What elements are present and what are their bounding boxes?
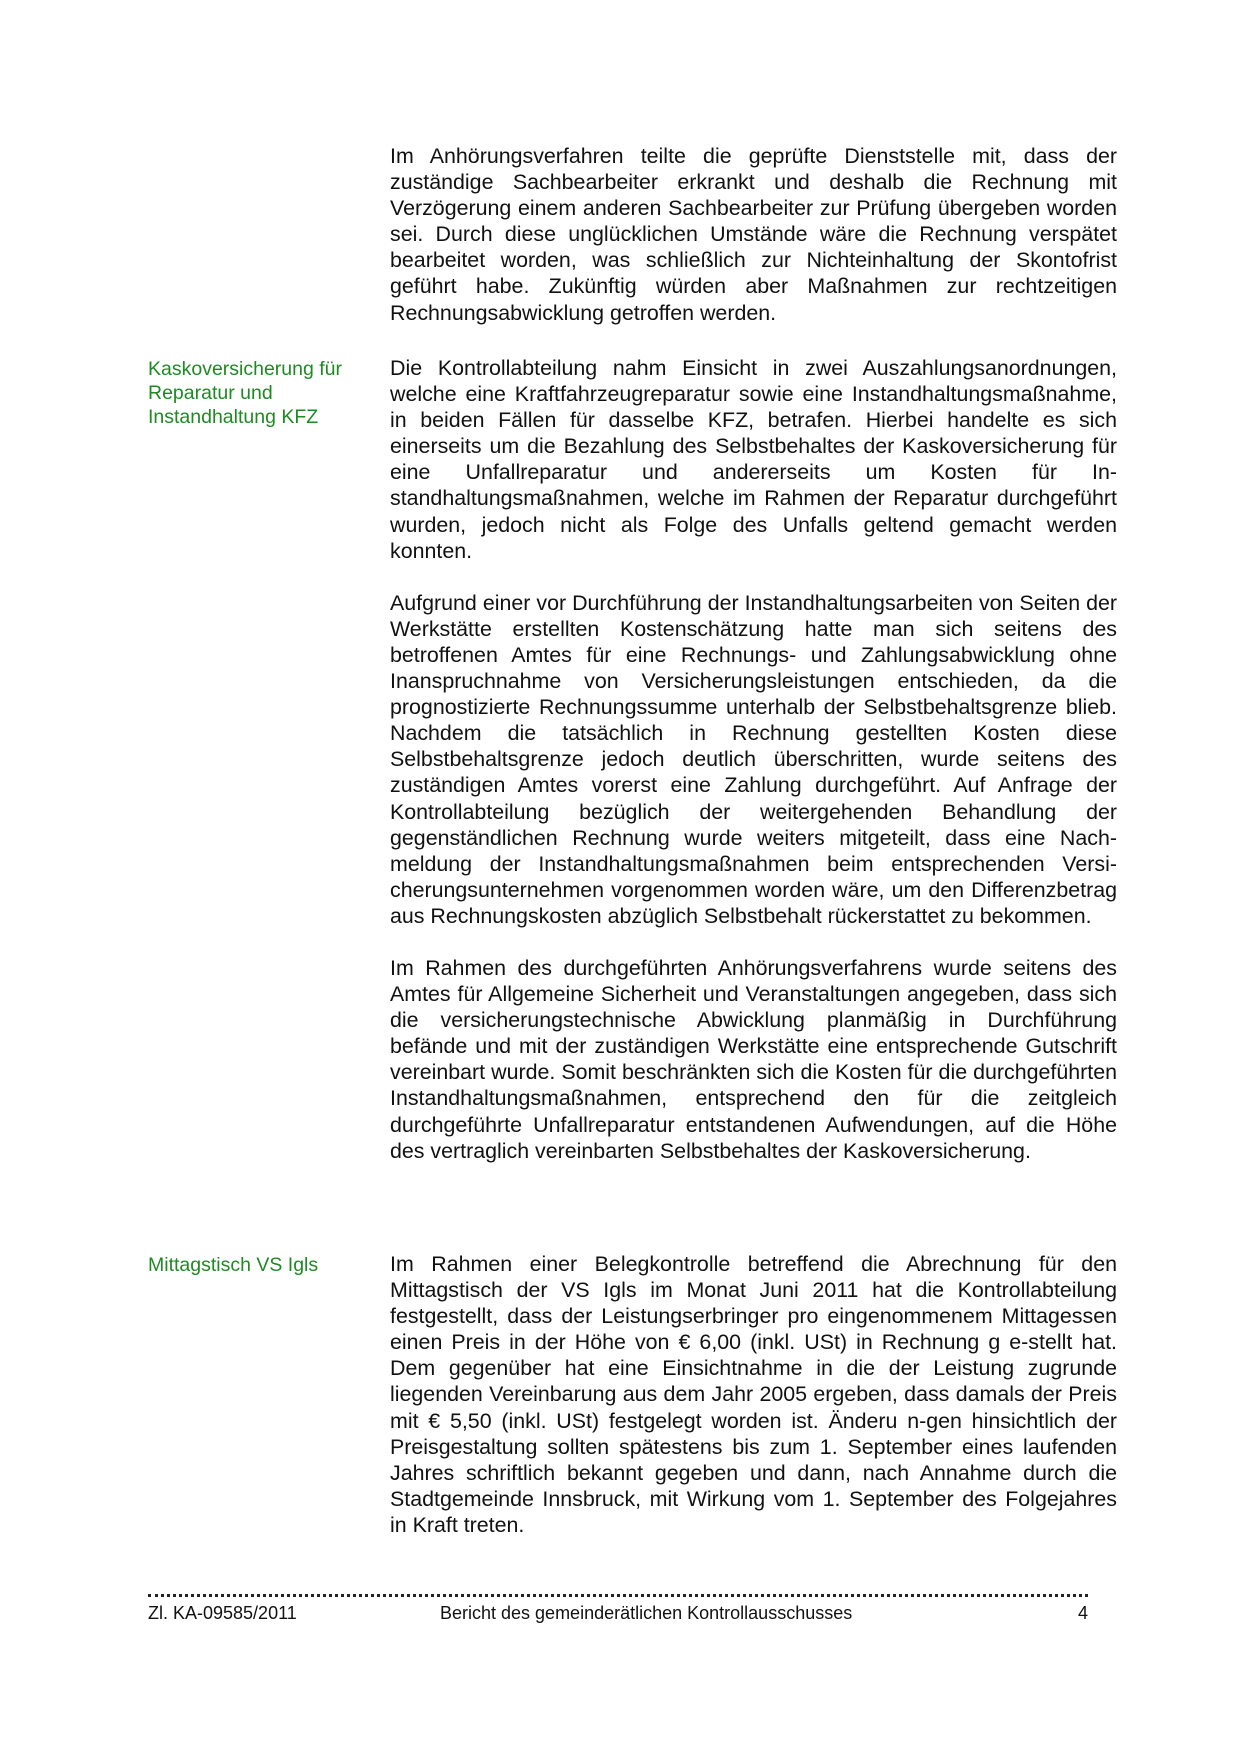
section-body: [390, 143, 1117, 352]
paragraph: Die Kontrollabteilung nahm Einsicht in zwei Auszahlungsanordnungen, welche eine Kraftfahrzeugreparatur sowie eine Instandhaltungsmaßnahme, in beiden Fällen für dasselbe KFZ, betrafen. Hierbei handelte es sich einerseits um die Bezahlung des Selbstbehaltes der Kaskoversicherung für eine Unfallreparatur und andererseits um Kosten für Instandhaltungsmaßnahmen, welche im Rahmen der Reparatur durchgeführt wurden, jedoch nicht als Folge des Unfalls geltend gemacht werden konnten.: [390, 356, 1117, 563]
paragraph: Im Anhörungsverfahren teilte die geprüfte Dienststelle mit, dass der zuständige Sachbearbeiter erkrankt und deshalb die Rechnung mit Verzögerung einem anderen Sachbearbeiter zur Prüfung übergeben worden sei. Durch diese unglücklichen Umstände wäre die Rechnung verspätet bearbeitet worden, was schließlich zur Nichteinhaltung der Skontofrist geführt habe. Zukünftig würden aber Maßnahmen zur rechtzeitigen Rechnungsabwicklung getroffen werden.: [390, 144, 1117, 325]
paragraph: Im Rahmen einer Belegkontrolle betreffend die Abrechnung für den Mittagstisch der VS Igls im Monat Juni 2011 hat die Kontrollabteilung festgestellt, dass der Leistungserbringer pro eingenommenem Mittagessen einen Preis in der Höhe von € 6,00 (inkl. USt) in Rechnung g e-stellt hat. Dem gegenüber hat eine Einsichtnahme in die der Leistung zugrunde liegenden Vereinbarung aus dem Jahr 2005 ergeben, dass damals der Preis mit € 5,50 (inkl. USt) festgelegt worden ist. Änderu n-gen hinsichtlich der Preisgestaltung sollten spätestens bis zum 1. September eines laufenden Jahres schriftlich bekannt gegeben und dann, nach Annahme durch die Stadtgemeinde Innsbruck, mit Wirkung vom 1. September des Folgejahres in Kraft treten.: [390, 1252, 1117, 1537]
paragraph: Im Rahmen des durchgeführten Anhörungsverfahrens wurde seitens des Amtes für Allgemeine Sicherheit und Veranstaltungen angegeben, dass sich die versicherungstechnische Abwicklung planmäßig in Durchführung befände und mit der zuständigen Werkstätte eine entsprechende Gutschrift vereinbart wurde. Somit beschränkten sich die Kosten für die durchgeführten Instandhaltungsmaßnahmen, entsprechend den für die zeitgleich durchgeführte Unfallreparatur entstandenen Aufwendungen, auf die Höhe des vertraglich vereinbarten Selbstbehaltes der Kaskoversicherung.: [390, 955, 1117, 1163]
document-reference: Zl. KA-09585/2011: [148, 1603, 297, 1623]
section-body: [390, 355, 1117, 1190]
footer-divider: [148, 1588, 1088, 1597]
page-footer: [148, 1603, 1088, 1629]
section-body: [390, 1251, 1117, 1564]
page-number: 4: [1077, 1603, 1088, 1623]
side-label: Mittagstisch VS Igls: [148, 1254, 319, 1276]
report-title: Bericht des gemeinderätlichen Kontrollausschusses: [440, 1603, 853, 1623]
paragraph: Aufgrund einer vor Durchführung der Instandhaltungsarbeiten von Seiten der Werkstätte erstellten Kostenschätzung hatte man sich seitens des betroffenen Amtes für eine Rechnungs- und Zahlungsabwicklung ohne Inanspruchnahme von Versicherungsleistungen entschieden, da die prognostizierte Rechnungssumme unterhalb der Selbstbehaltsgrenze blieb. Nachdem die tatsächlich in Rechnung gestellten Kosten diese Selbstbehaltsgrenze jedoch deutlich überschritten, wurde seitens des zuständigen Amtes vorerst eine Zahlung durchgeführt. Auf Anfrage der Kontrollabteilung bezüglich der weitergehenden Behandlung der gegenständlichen Rechnung wurde weiters mitgeteilt, dass eine Nachmeldung der Instandhaltungsmaßnahmen beim entsprechenden Versicherungsunternehmen vorgenommen worden wäre, um den Differenzbetrag aus Rechnungskosten abzüglich Selbstbehalt rückerstattet zu bekommen.: [390, 590, 1117, 928]
side-label: Kaskoversicherung für Reparatur und Instandhaltung KFZ: [148, 358, 343, 428]
